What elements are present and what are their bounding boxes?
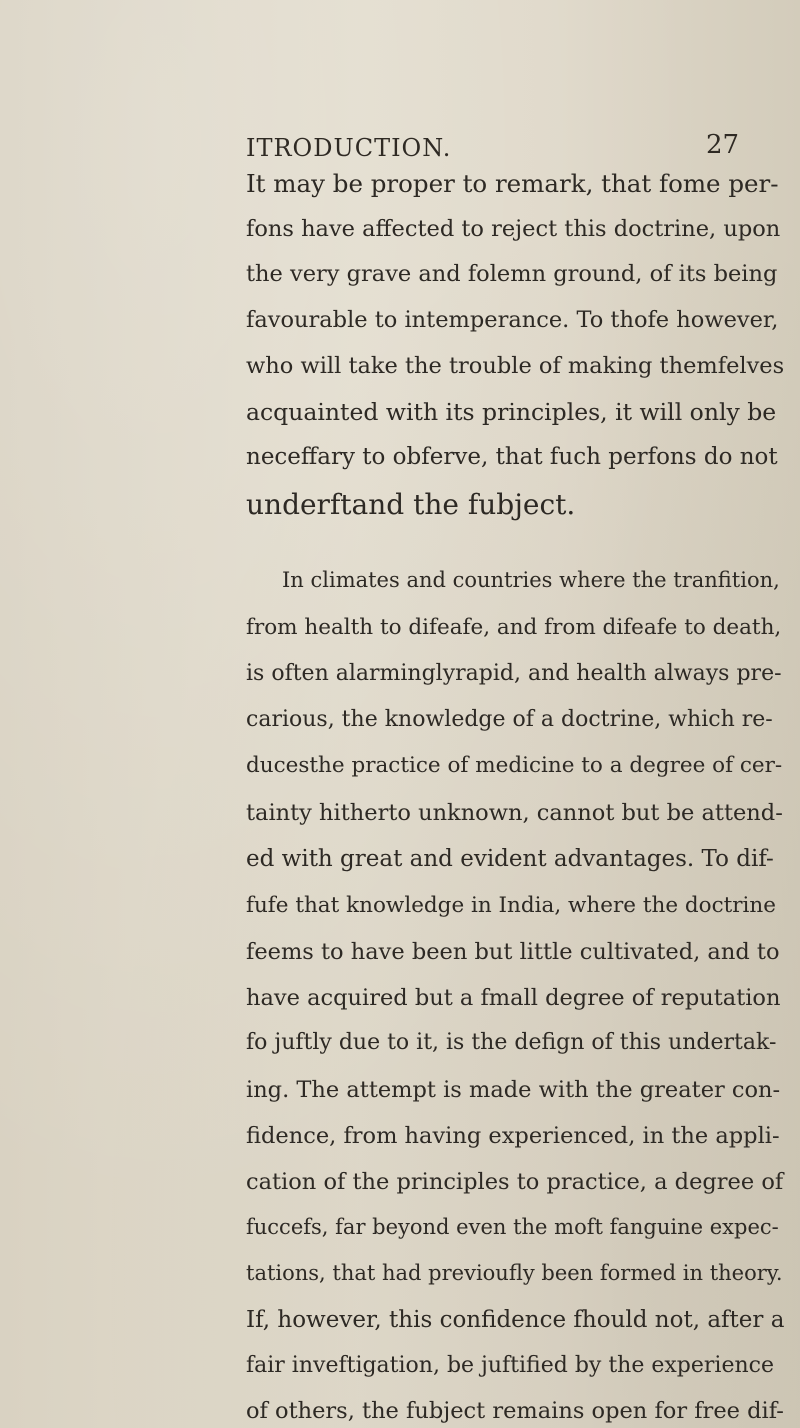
text-line: tainty hitherto unknown, cannot but be attend- [246,800,783,826]
text-line: ducesthe practice of medicine to a degree of cer- [246,753,783,778]
text-line: acquainted with its principles, it will only be [246,398,777,426]
text-line: fons have affected to reject this doctrine, upon [246,216,781,242]
text-line: fuccefs, far beyond even the moft fanguine expec- [246,1215,779,1239]
text-line: fo juftly due to it, is the defign of this undertak- [246,1030,777,1055]
running-title: ITRODUCTION. [246,134,452,162]
text-line: is often alarminglyrapid, and health always pre- [246,661,782,686]
text-line: fair inveftigation, be juftified by the experience [246,1353,774,1378]
text-line: fufe that knowledge in India, where the doctrine [246,893,776,918]
text-line: If, however, this confidence fhould not, after a [246,1307,785,1333]
text-line: favourable to intemperance. To thofe however, [246,307,779,333]
text-line: ed with great and evident advantages. To dif- [246,846,774,872]
text-line: carious, the knowledge of a doctrine, which re- [246,707,773,732]
text-line: feems to have been but little cultivated, and to [246,939,780,965]
text-line: who will take the trouble of making themfelves [246,353,785,379]
text-line: have acquired but a fmall degree of reputation [246,985,781,1011]
text-line: fidence, from having experienced, in the appli- [246,1123,780,1149]
text-line: In climates and countries where the tranfition, [282,568,780,592]
text-line: tations, that had previoufly been formed in theory. [246,1261,783,1285]
page-number: 27 [706,130,740,160]
text-line: of others, the fubject remains open for free dif- [246,1398,784,1424]
text-line: from health to difeafe, and from difeafe to death, [246,615,782,640]
text-line: ing. The attempt is made with the greater con- [246,1077,781,1103]
text-line: neceffary to obferve, that fuch perfons do not [246,444,778,470]
text-line: It may be proper to remark, that fome per- [246,169,779,198]
text-line: underftand the fubject. [246,488,576,521]
text-line: the very grave and folemn ground, of its being [246,261,778,287]
text-line: cation of the principles to practice, a degree of [246,1169,784,1195]
